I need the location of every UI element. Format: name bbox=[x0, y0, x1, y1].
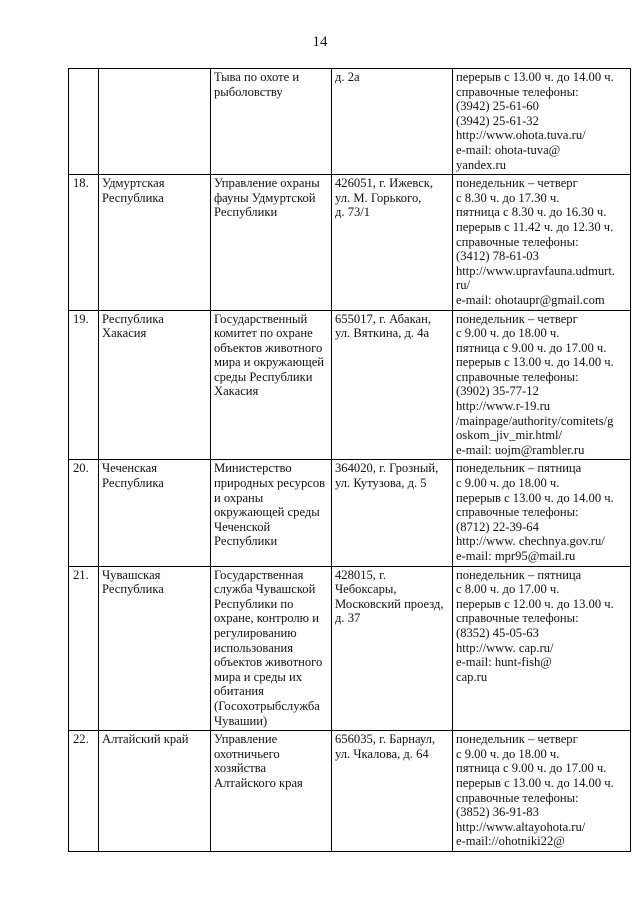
organization-line: среды Республики bbox=[214, 369, 313, 384]
contacts-line: пятница с 9.00 ч. до 17.00 ч. bbox=[456, 761, 607, 776]
region-cell bbox=[99, 460, 211, 566]
organization-line: Государственная bbox=[214, 567, 304, 582]
contacts-line: http://www.ohota.tuva.ru/ bbox=[456, 128, 586, 143]
address-line: д. 2а bbox=[335, 70, 360, 84]
contacts-line: http://www.upravfauna.udmurt. bbox=[456, 263, 616, 278]
organization-cell bbox=[211, 175, 332, 310]
contacts-line: e-mail: hunt-fish@ bbox=[456, 655, 552, 670]
region-cell bbox=[99, 69, 211, 175]
row-number-cell: 20. bbox=[69, 460, 99, 566]
table-row bbox=[69, 310, 631, 460]
table-row bbox=[69, 731, 631, 852]
organizations-table bbox=[68, 68, 631, 852]
row-number-cell: 21. bbox=[69, 566, 99, 731]
contacts-line: http://www.r-19.ru bbox=[456, 399, 551, 414]
contacts-line: (3412) 78-61-03 bbox=[456, 249, 539, 264]
organization-line: и охраны bbox=[214, 490, 264, 505]
organization-line: хозяйства bbox=[214, 761, 267, 776]
contacts-cell bbox=[453, 69, 631, 175]
contacts-line: (3942) 25-61-60 bbox=[456, 99, 539, 114]
organization-line: Чувашии) bbox=[214, 713, 268, 728]
contacts-line: понедельник – четверг bbox=[456, 311, 578, 326]
contacts-line: с 8.30 ч. до 17.30 ч. bbox=[456, 190, 560, 205]
contacts-line: e-mail: mpr95@mail.ru bbox=[456, 549, 576, 563]
organization-line: Тыва по охоте и bbox=[214, 70, 300, 84]
address-line: 428015, г. bbox=[335, 567, 386, 582]
region-line: Чеченская bbox=[102, 461, 158, 476]
address-line: д. 37 bbox=[335, 611, 361, 626]
table-row bbox=[69, 566, 631, 731]
table-row bbox=[69, 460, 631, 566]
contacts-line: http://www. cap.ru/ bbox=[456, 640, 554, 655]
contacts-line: (3942) 25-61-32 bbox=[456, 113, 539, 128]
region-cell bbox=[99, 175, 211, 310]
contacts-line: e-mail://ohotniki22@ bbox=[456, 834, 565, 849]
contacts-line: перерыв с 13.00 ч. до 14.00 ч. bbox=[456, 70, 614, 84]
address-line: ул. Чкалова, д. 64 bbox=[335, 746, 429, 761]
organization-line: использования bbox=[214, 640, 294, 655]
contacts-line: oskom_jiv_mir.html/ bbox=[456, 428, 563, 443]
organization-line: Хакасия bbox=[214, 384, 259, 399]
contacts-line: справочные телефоны: bbox=[456, 505, 579, 520]
address-cell bbox=[332, 460, 453, 566]
address-cell bbox=[332, 175, 453, 310]
organization-line: объектов животного bbox=[214, 340, 323, 355]
organization-line: регулированию bbox=[214, 625, 297, 640]
contacts-line: понедельник – четверг bbox=[456, 732, 578, 747]
contacts-cell bbox=[453, 731, 631, 852]
contacts-line: (8352) 45-05-63 bbox=[456, 625, 539, 640]
contacts-line: http://www.altayohota.ru/ bbox=[456, 819, 586, 834]
contacts-cell bbox=[453, 310, 631, 460]
contacts-line: перерыв с 12.00 ч. до 13.00 ч. bbox=[456, 596, 614, 611]
organization-line: (Госохотрыбслужба bbox=[214, 698, 320, 713]
row-number-cell: 18. bbox=[69, 175, 99, 310]
contacts-line: перерыв с 13.00 ч. до 14.00 ч. bbox=[456, 490, 614, 505]
contacts-line: пятница с 9.00 ч. до 17.00 ч. bbox=[456, 340, 607, 355]
organization-line: фауны Удмуртской bbox=[214, 190, 316, 205]
address-line: Московский проезд, bbox=[335, 596, 444, 611]
organization-line: Государственный bbox=[214, 311, 308, 326]
region-line: Республика bbox=[102, 582, 164, 597]
contacts-line: (3852) 36-91-83 bbox=[456, 805, 539, 820]
region-line: Республика bbox=[102, 476, 164, 491]
organization-cell bbox=[211, 460, 332, 566]
organization-line: объектов животного bbox=[214, 655, 323, 670]
organization-line: рыболовству bbox=[214, 84, 283, 99]
organization-line: Республики bbox=[214, 205, 278, 220]
contacts-line: понедельник – пятница bbox=[456, 461, 582, 476]
organization-line: охране, контролю и bbox=[214, 611, 319, 626]
organization-line: Управление охраны bbox=[214, 176, 320, 191]
contacts-cell bbox=[453, 566, 631, 731]
contacts-line: справочные телефоны: bbox=[456, 84, 579, 99]
row-number-cell bbox=[69, 69, 99, 175]
region-line: Республика bbox=[102, 190, 164, 205]
contacts-line: e-mail: ohota-tuva@ bbox=[456, 142, 561, 157]
organization-line: природных ресурсов bbox=[214, 476, 326, 491]
page-number: 14 bbox=[312, 34, 328, 50]
address-cell bbox=[332, 566, 453, 731]
region-cell bbox=[99, 566, 211, 731]
organization-line: обитания bbox=[214, 684, 264, 699]
organization-cell bbox=[211, 566, 332, 731]
organization-line: мира и окружающей bbox=[214, 355, 325, 370]
contacts-line: yandex.ru bbox=[456, 157, 507, 172]
contacts-line: cap.ru bbox=[456, 669, 488, 684]
contacts-line: с 9.00 ч. до 18.00 ч. bbox=[456, 476, 560, 491]
region-cell bbox=[99, 731, 211, 852]
contacts-cell bbox=[453, 460, 631, 566]
organization-cell bbox=[211, 69, 332, 175]
contacts-line: (8712) 22-39-64 bbox=[456, 519, 539, 534]
organization-line: Управление bbox=[214, 732, 278, 747]
contacts-line: понедельник – пятница bbox=[456, 567, 582, 582]
table-row bbox=[69, 69, 631, 175]
organization-line: Алтайского края bbox=[214, 775, 303, 790]
contacts-line: перерыв с 13.00 ч. до 14.00 ч. bbox=[456, 775, 614, 790]
contacts-line: (3902) 35-77-12 bbox=[456, 384, 539, 399]
contacts-line: e-mail: ohotaupr@gmail.com bbox=[456, 292, 605, 307]
organization-line: окружающей среды bbox=[214, 505, 320, 520]
address-line: 655017, г. Абакан, bbox=[335, 311, 431, 326]
organization-cell bbox=[211, 731, 332, 852]
contacts-line: http://www. chechnya.gov.ru/ bbox=[456, 534, 605, 549]
address-line: Чебоксары, bbox=[335, 582, 397, 597]
region-cell bbox=[99, 310, 211, 460]
contacts-line: e-mail: uojm@rambler.ru bbox=[456, 442, 585, 457]
row-number-cell: 22. bbox=[69, 731, 99, 852]
region-line: Республика bbox=[102, 311, 164, 326]
organization-line: мира и среды их bbox=[214, 669, 302, 684]
address-line: 426051, г. Ижевск, bbox=[335, 176, 434, 191]
organization-line: комитет по охране bbox=[214, 326, 313, 341]
address-line: ул. М. Горького, bbox=[335, 190, 422, 205]
organization-line: Республики по bbox=[214, 596, 294, 611]
contacts-line: перерыв с 11.42 ч. до 12.30 ч. bbox=[456, 219, 614, 234]
region-line: Чувашская bbox=[102, 567, 161, 582]
address-cell bbox=[332, 69, 453, 175]
organization-line: охотничьего bbox=[214, 746, 280, 761]
contacts-line: справочные телефоны: bbox=[456, 369, 579, 384]
contacts-line: с 9.00 ч. до 18.00 ч. bbox=[456, 746, 560, 761]
address-cell bbox=[332, 731, 453, 852]
contacts-line: /mainpage/authority/comitets/g bbox=[456, 413, 614, 428]
contacts-line: с 9.00 ч. до 18.00 ч. bbox=[456, 326, 560, 341]
address-line: 656035, г. Барнаул, bbox=[335, 732, 436, 747]
contacts-line: пятница с 8.30 ч. до 16.30 ч. bbox=[456, 205, 607, 220]
contacts-line: справочные телефоны: bbox=[456, 611, 579, 626]
region-line: Удмуртская bbox=[102, 176, 165, 191]
contacts-line: понедельник – четверг bbox=[456, 176, 578, 191]
contacts-line: справочные телефоны: bbox=[456, 234, 579, 249]
address-line: ул. Вяткина, д. 4а bbox=[335, 326, 430, 341]
contacts-line: с 8.00 ч. до 17.00 ч. bbox=[456, 582, 560, 597]
organization-cell bbox=[211, 310, 332, 460]
contacts-cell bbox=[453, 175, 631, 310]
address-line: д. 73/1 bbox=[335, 205, 371, 220]
contacts-line: перерыв с 13.00 ч. до 14.00 ч. bbox=[456, 355, 614, 370]
organization-line: Республики bbox=[214, 534, 278, 549]
organization-line: Чеченской bbox=[214, 519, 271, 534]
address-line: 364020, г. Грозный, bbox=[335, 461, 439, 476]
address-cell bbox=[332, 310, 453, 460]
region-line: Хакасия bbox=[102, 326, 147, 341]
address-line: ул. Кутузова, д. 5 bbox=[335, 476, 427, 491]
table-body bbox=[69, 69, 631, 852]
region-line: Алтайский край bbox=[102, 732, 189, 747]
organization-line: служба Чувашской bbox=[214, 582, 316, 597]
organization-line: Министерство bbox=[214, 461, 292, 476]
contacts-line: справочные телефоны: bbox=[456, 790, 579, 805]
contacts-line: ru/ bbox=[456, 278, 470, 293]
row-number-cell: 19. bbox=[69, 310, 99, 460]
table-row bbox=[69, 175, 631, 310]
